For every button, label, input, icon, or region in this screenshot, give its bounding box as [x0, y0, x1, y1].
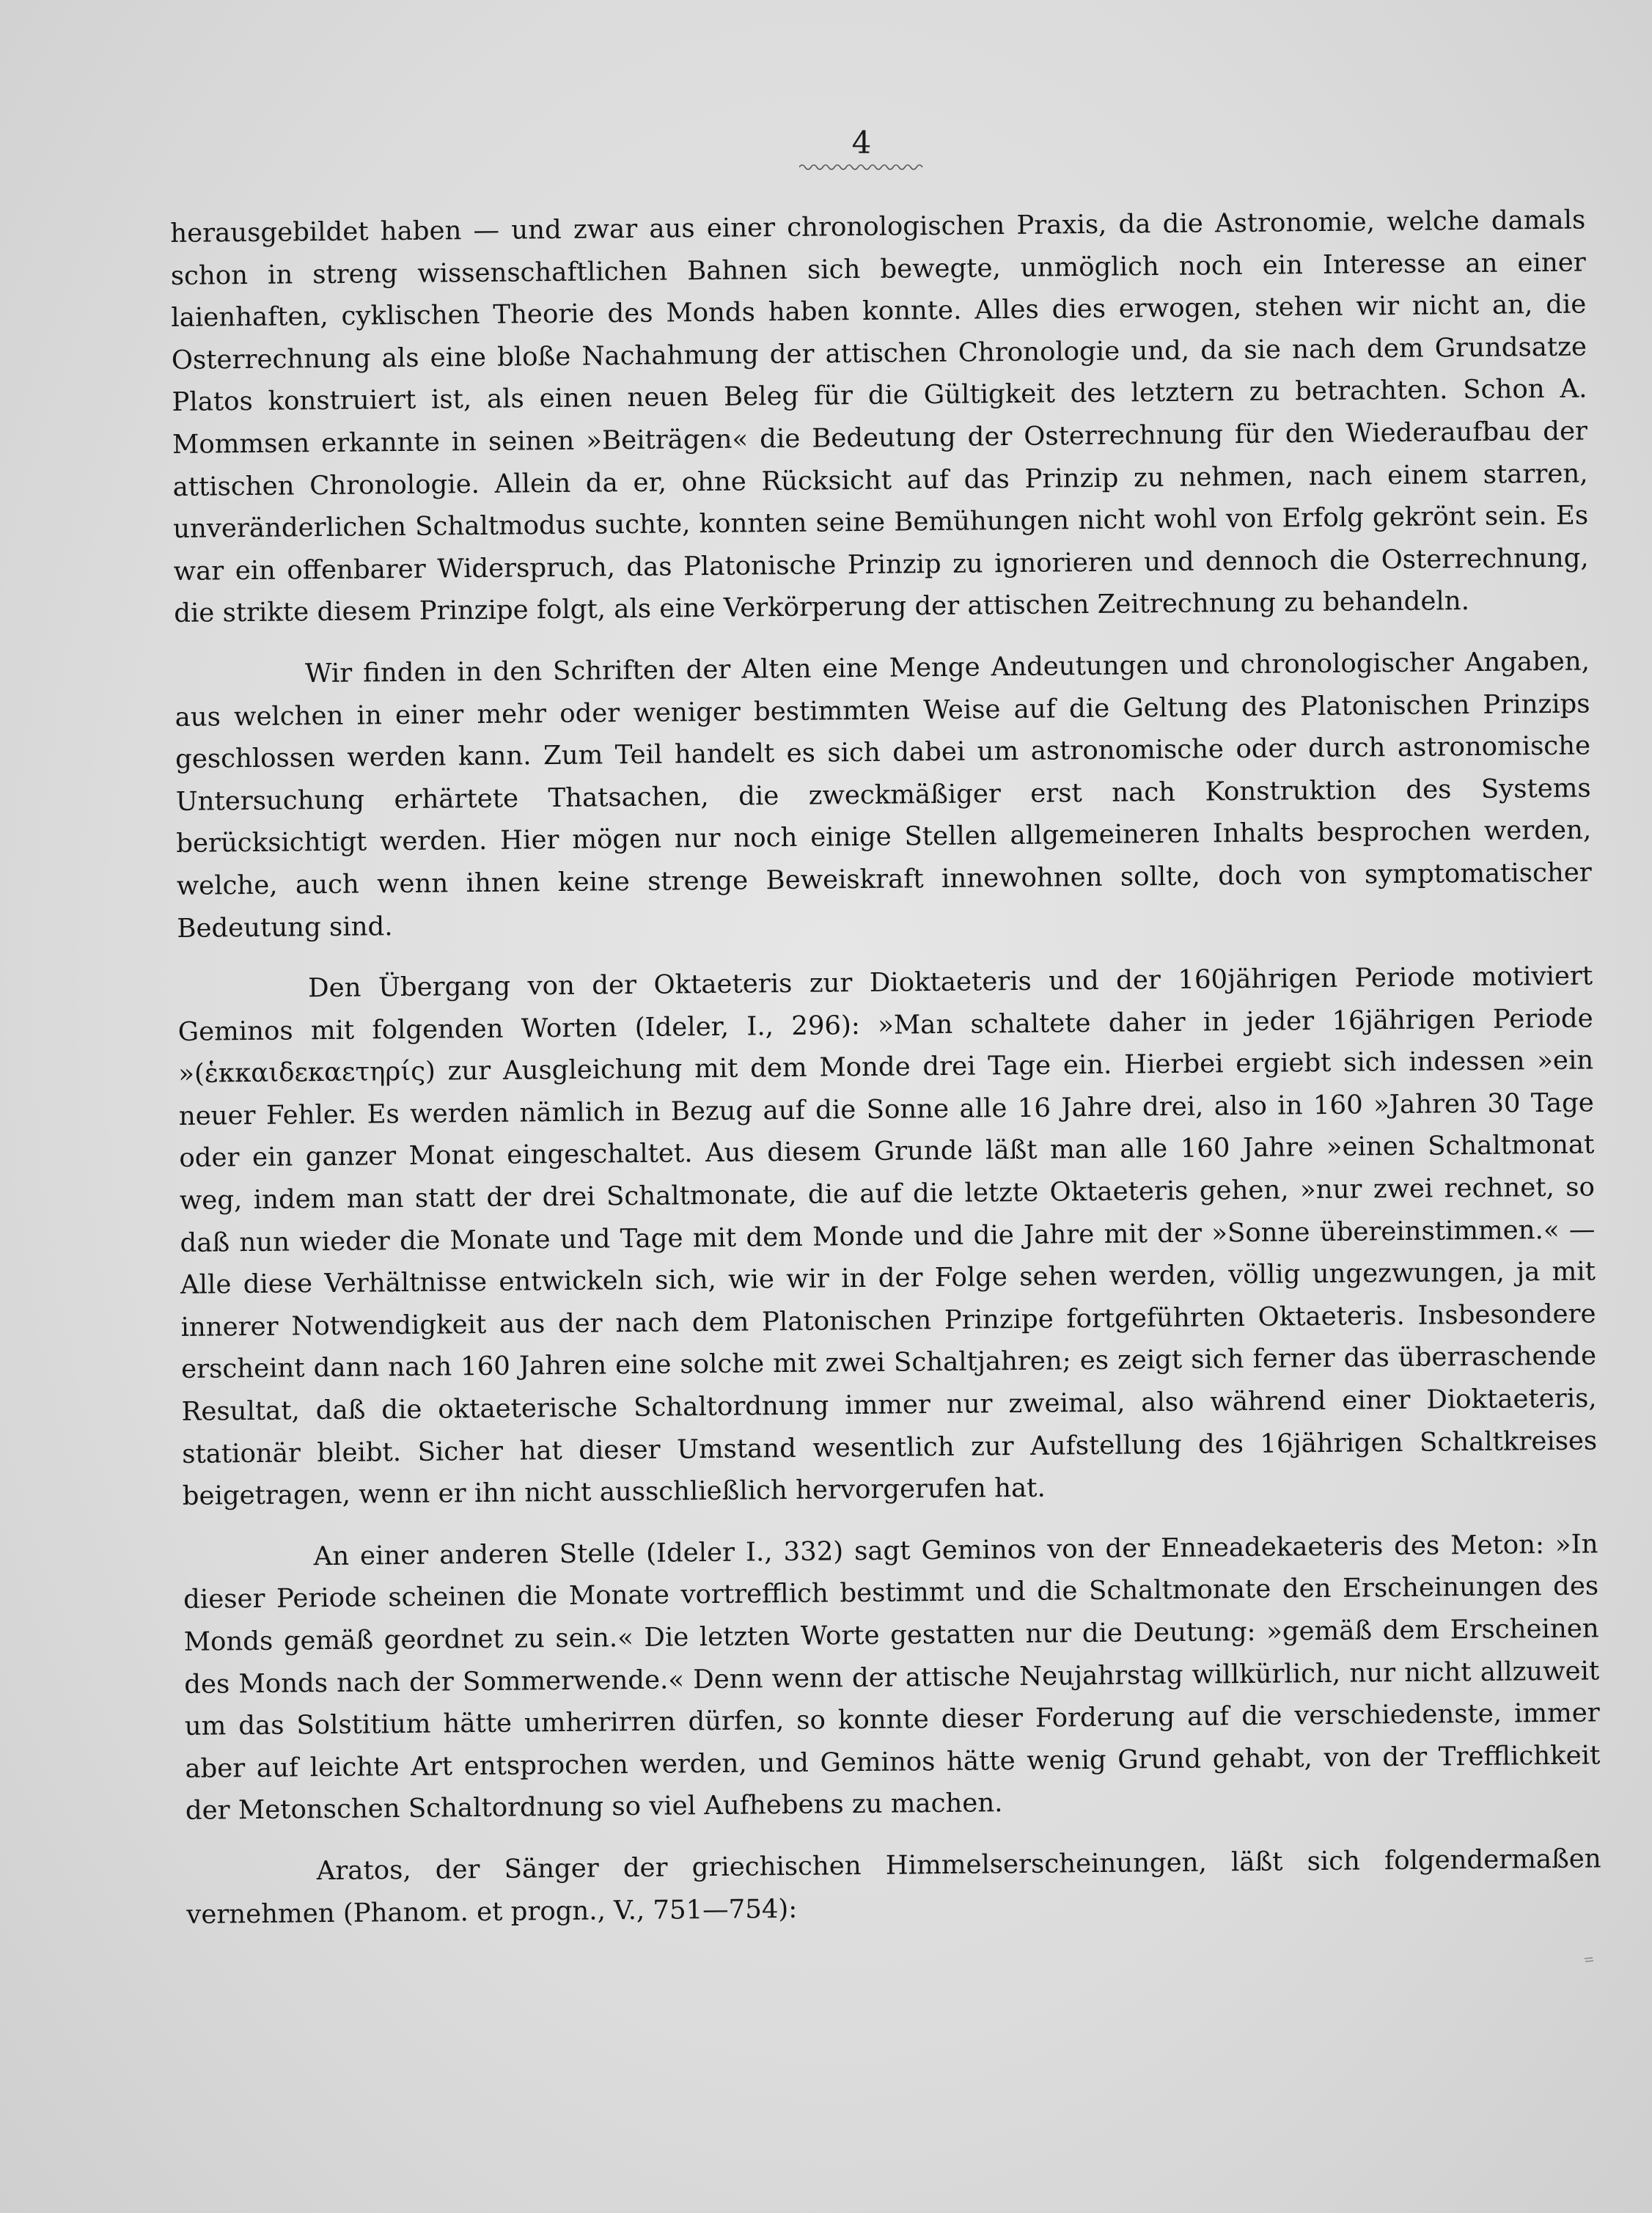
- body-text: [170, 199, 1601, 1936]
- ink-speck-icon: [1584, 1956, 1594, 1964]
- paragraph-1: herausgebildet haben — und zwar aus einer chronologischen Praxis, da die Astronomie, welche damals schon in streng wissenschaftlichen Bahnen sich bewegte, unmöglich noch ein Interesse an einer laienhaften, cyklischen Theorie des Monds haben konnte. Alles dies erwogen, stehen wir nicht an, die Osterrechnung als eine bloße Nachahmung der attischen Chronologie und, da sie nach dem Grundsatze Platos konstruiert ist, als einen neuen Beleg für die Gültigkeit des letztern zu betrachten. Schon A. Mommsen erkannte in seinen »Beiträgen« die Bedeutung der Osterrechnung für den Wiederaufbau der attischen Chronologie. Allein da er, ohne Rücksicht auf das Prinzip zu nehmen, nach einem starren, unveränderlichen Schaltmodus suchte, konnten seine Bemühungen nicht wohl von Erfolg gekrönt sein. Es war ein offenbarer Widerspruch, das Platonische Prinzip zu ignorieren und dennoch die Osterrechnung, die strikte diesem Prinzipe folgt, als eine Verkörperung der attischen Zeitrechnung zu behandeln.: [170, 205, 1589, 629]
- paragraph-5: Aratos, der Sänger der griechischen Himmelserscheinungen, läßt sich folgendermaßen vernehmen (Phanom. et progn., V., 751—754):: [186, 1843, 1601, 1930]
- paragraph-3: Den Übergang von der Oktaeteris zur Dioktaeteris und der 160jährigen Periode motiviert Geminos mit folgenden Worten (Ideler, I., 296): »Man schaltete daher in jeder 16jährigen Periode »(ἑκκαιδεκαετηρίς) zur Ausgleichung mit dem Monde drei Tage ein. Hierbei ergiebt sich indessen »ein neuer Fehler. Es werden nämlich in Bezug auf die Sonne alle 16 Jahre drei, also in 160 »Jahren 30 Tage oder ein ganzer Monat eingeschaltet. Aus diesem Grunde läßt man alle 160 Jahre »einen Schaltmonat weg, indem man statt der drei Schaltmonate, die auf die letzte Oktaeteris gehen, »nur zwei rechnet, so daß nun wieder die Monate und Tage mit dem Monde und die Jahre mit der »Sonne übereinstimmen.« — Alle diese Verhältnisse entwickeln sich, wie wir in der Folge sehen werden, völlig ungezwungen, ja mit innerer Notwendigkeit aus der nach dem Platonischen Prinzipe fortgeführten Oktaeteris. Insbesondere erscheint dann nach 160 Jahren eine solche mit zwei Schaltjahren; es zeigt sich ferner das überraschende Resultat, daß die oktaeterische Schaltordnung immer nur zweimal, also während einer Dioktaeteris, stationär bleibt. Sicher hat dieser Umstand wesentlich zur Aufstellung des 16jährigen Schaltkreises beigetragen, wenn er ihn nicht ausschließlich hervorgerufen hat.: [177, 961, 1598, 1512]
- paragraph-2: Wir finden in den Schriften der Alten eine Menge Andeutungen und chronologischer Angaben, aus welchen in einer mehr oder weniger bestimmten Weise auf die Geltung des Platonischen Prinzips geschlossen werden kann. Zum Teil handelt es sich dabei um astronomische oder durch astronomische Untersuchung erhärtete Thatsachen, die zweckmäßiger erst nach Konstruktion des Systems berücksichtigt werden. Hier mögen nur noch einige Stellen allgemeineren Inhalts besprochen werden, welche, auch wenn ihnen keine strenge Beweiskraft innewohnen sollte, doch von symptomatischer Bedeutung sind.: [175, 646, 1592, 944]
- paragraph-4: An einer anderen Stelle (Ideler I., 332) sagt Geminos von der Enneadekaeteris des Meton: »In dieser Periode scheinen die Monate vortrefflich bestimmt und die Schaltmonate den Erscheinungen des Monds gemäß geordnet zu sein.« Die letzten Worte gestatten nur die Deutung: »gemäß dem Erscheinen des Monds nach der Sommerwende.« Denn wenn der attische Neujahrstag willkürlich, nur nicht allzuweit um das Solstitium hätte umherirren dürfen, so konnte dieser Forderung auf die verschiedenste, immer aber auf leichte Art entsprochen werden, und Geminos hätte wenig Grund gehabt, von der Trefflichkeit der Metonschen Schaltordnung so viel Aufhebens zu machen.: [183, 1529, 1601, 1827]
- page-number: 4: [851, 125, 872, 161]
- ornament-rule-icon: [799, 163, 924, 172]
